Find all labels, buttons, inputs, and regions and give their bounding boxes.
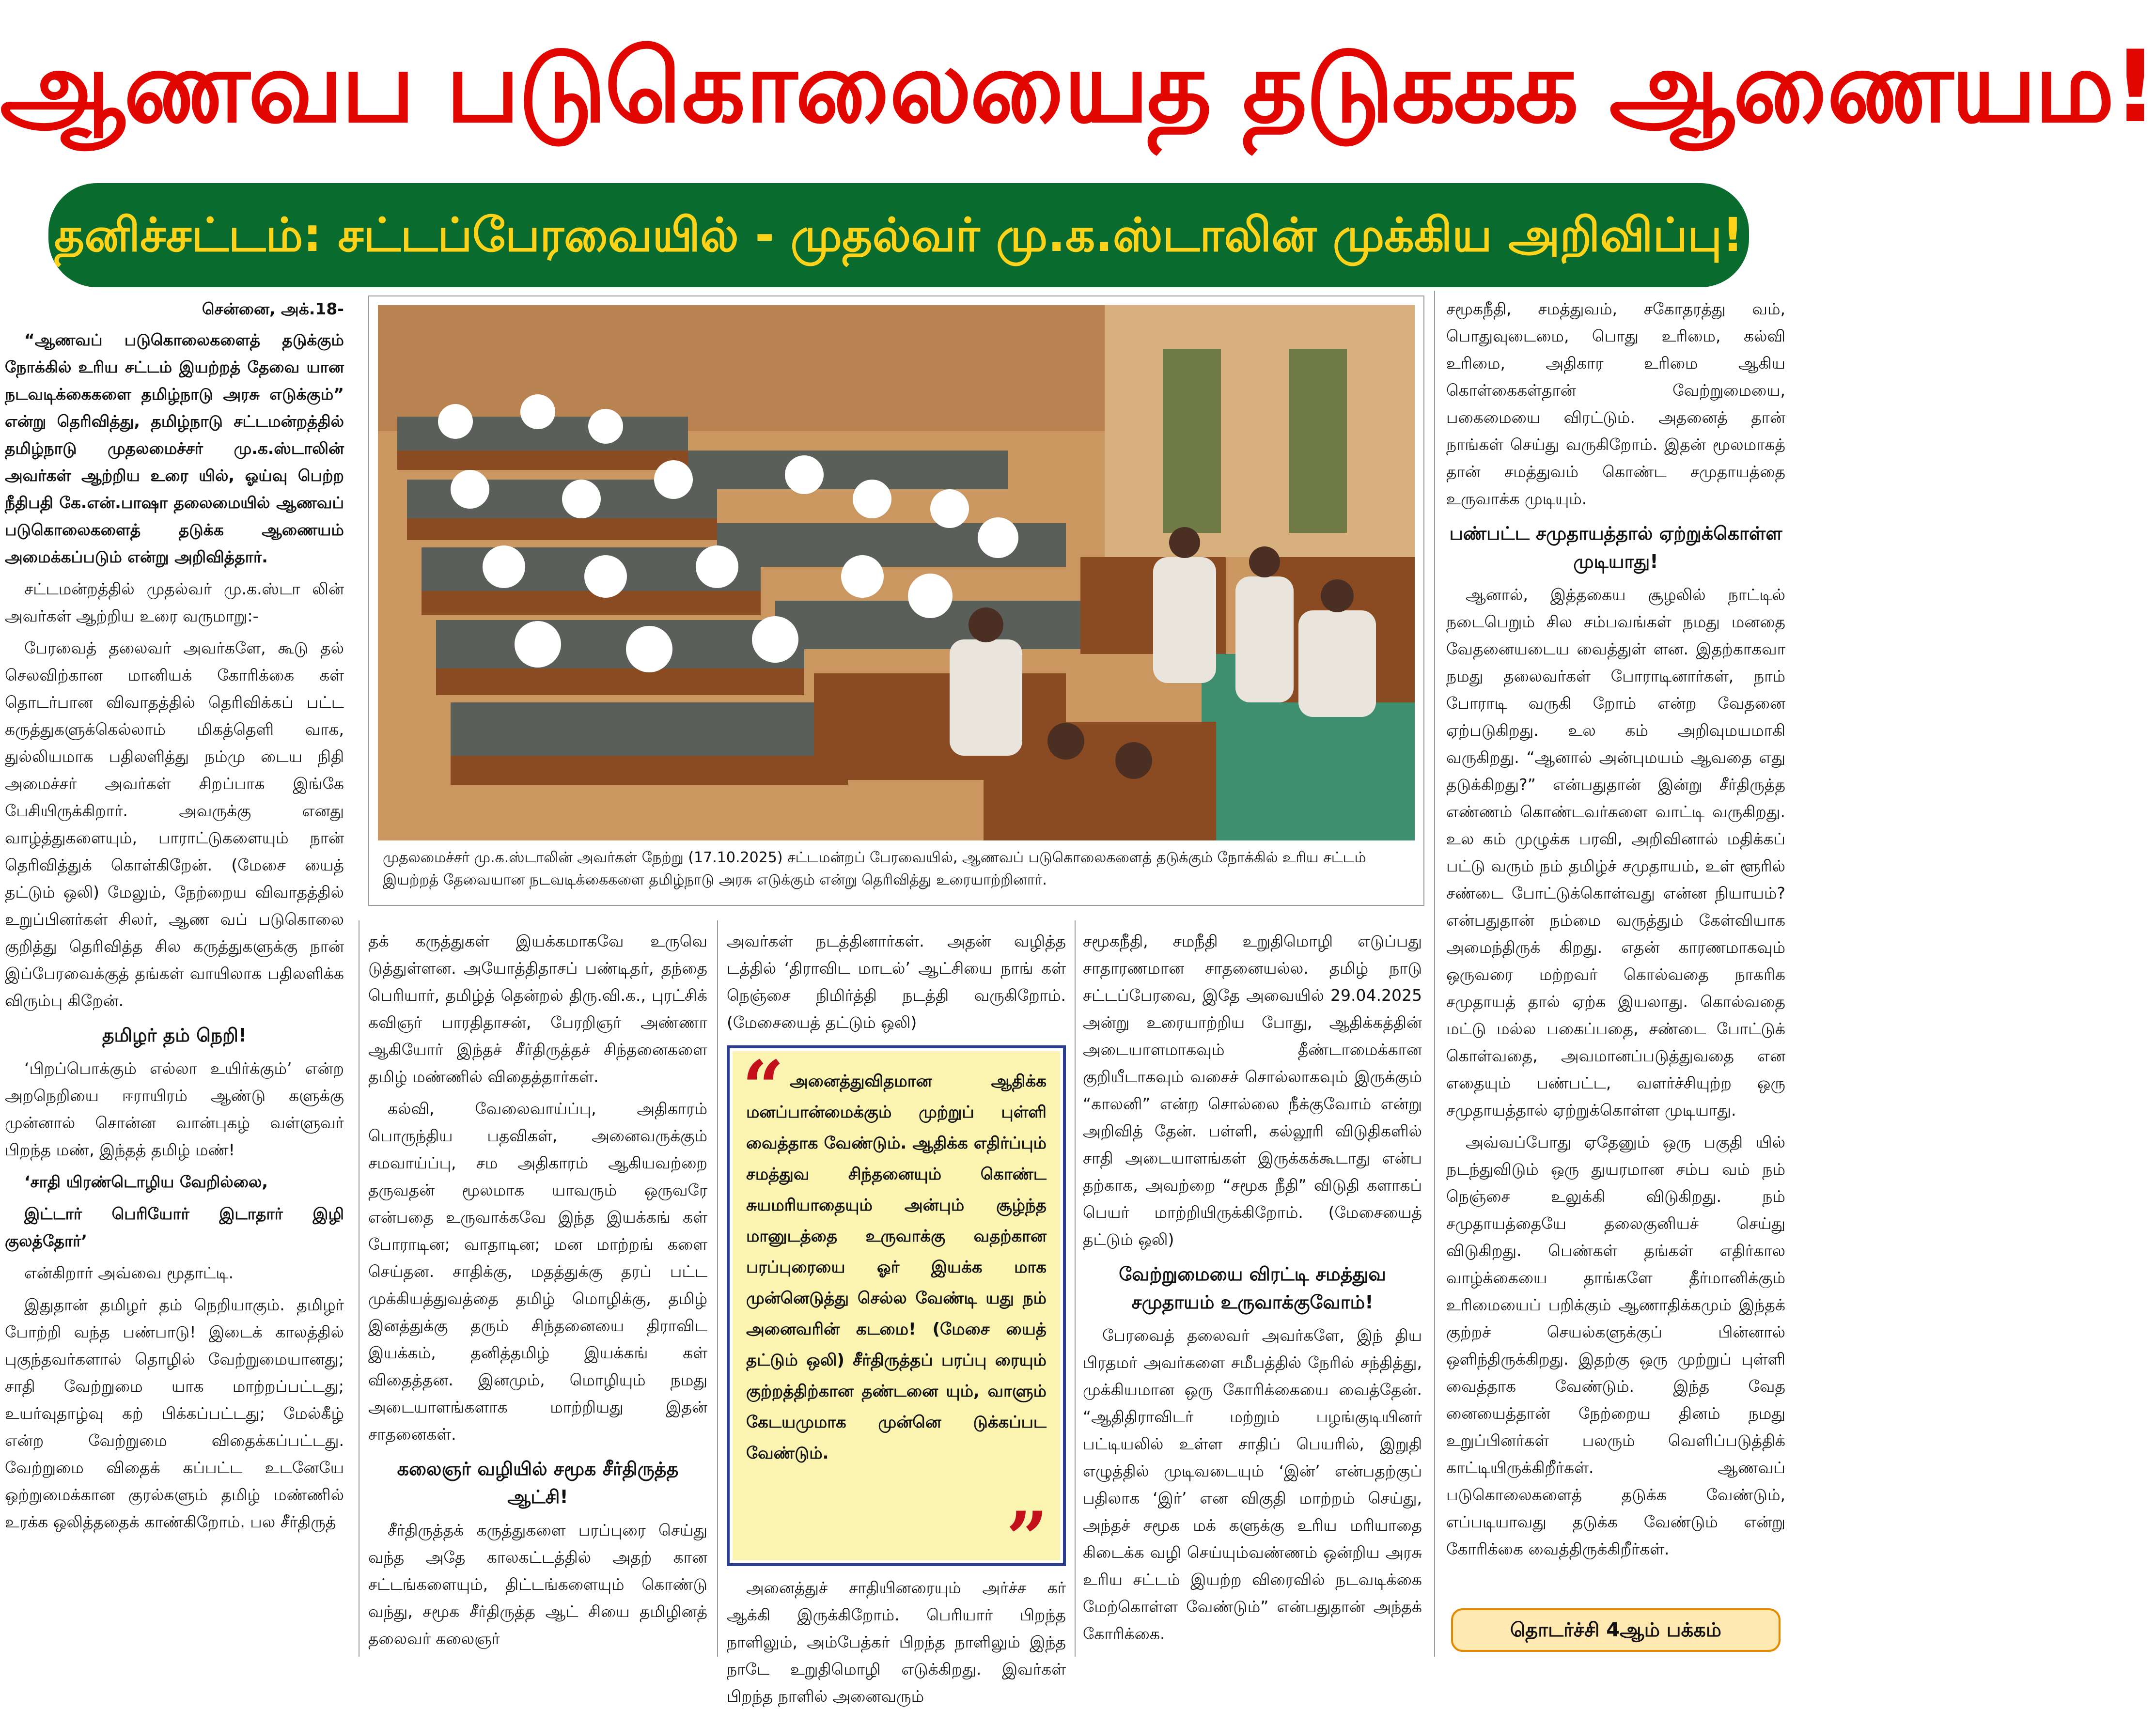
article-column-2 [368, 928, 707, 1662]
column-divider [1075, 920, 1076, 1657]
subheading: கலைஞர் வழியில் சமூக சீர்திருத்த ஆட்சி! [397, 1458, 679, 1508]
subheading: வேற்றுமையை விரட்டி சமத்துவ சமுதாயம் உருவாக்குவோம்! [1119, 1263, 1386, 1313]
dateline: சென்னை, அக்.18- [202, 299, 344, 318]
assembly-illustration [378, 305, 1415, 840]
column-divider [717, 920, 718, 1657]
paragraph: அவர்கள் நடத்தினார்கள். அதன் வழித்த டத்தில் ‘திராவிட மாடல்’ ஆட்சியை நாங் கள் நெஞ்சை நிமிர்த்தி நடத்தி வருகிறோம். (மேசையைத் தட்டும் ஒலி) [727, 932, 1066, 1032]
photo-caption: முதலமைச்சர் மு.க.ஸ்டாலின் அவர்கள் நேற்று (17.10.2025) சட்டமன்றப் பேரவையில், ஆணவப் படுகொலைகளைத் தடுக்கும் நோக்கில் உரிய சட்டம் இயற்றத் தேவையான நடவடிக்கைகளை தமிழ்நாடு அரசு எடுக்கும் என்று தெரிவித்து உரையாற்றினார். [383, 849, 1366, 888]
paragraph: அனைத்துச் சாதியினரையும் அர்ச்ச கர் ஆக்கி இருக்கிறோம். பெரியார் பிறந்த நாளிலும், அம்பேத்கர் பிறந்த நாளிலும் இந்த நாடே உறுதிமொழி எடுக்கிறது. இவர்கள் பிறந்த நாளில் அனைவரும் [727, 1578, 1066, 1706]
paragraph: சீர்திருத்தக் கருத்துகளை பரப்புரை செய்து வந்த அதே காலகட்டத்தில் அதற் கான சட்டங்களையும், திட்டங்களையும் கொண்டு வந்து, சமூக சீர்திருத்த ஆட் சியை தமிழினத் தலைவர் கலைஞர் [368, 1521, 707, 1648]
paragraph: சமூகநீதி, சமத்துவம், சகோதரத்து வம், பொதுவுடைமை, பொது உரிமை, கல்வி உரிமை, அதிகார உரிமை ஆகிய கொள்கைகள்தான் வேற்றுமையை, பகைமையை விரட்டும். அதனைத் தான் நாங்கள் செய்து வருகிறோம். இதன் மூலமாகத் தான் சமத்துவம் கொண்ட சமுதாயத்தை உருவாக்க முடியும். [1446, 299, 1785, 508]
paragraph: தக் கருத்துகள் இயக்கமாகவே உருவெ டுத்துள்ளன. அயோத்திதாசப் பண்டிதர், தந்தை பெரியார், தமிழ்த் தென்றல் திரு.வி.க., புரட்சிக் கவிஞர் பாரதிதாசன், பேரறிஞர் அண்ணா ஆகியோர் இந்தச் சீர்திருத்தச் சிந்தனைகளை தமிழ் மண்ணில் விதைத்தார்கள். [368, 932, 707, 1086]
paragraph: என்கிறார் அவ்வை மூதாட்டி. [24, 1263, 234, 1282]
paragraph: சட்டமன்றத்தில் முதல்வர் மு.க.ஸ்டா லின் அவர்கள் ஆற்றிய உரை வருமாறு:- [5, 579, 344, 625]
lead-paragraph: “ஆணவப் படுகொலைகளைத் தடுக்கும் நோக்கில் உரிய சட்டம் இயற்றத் தேவை யான நடவடிக்கைகளை தமிழ்நாடு அரசு எடுக்கும்” என்று தெரிவித்து, தமிழ்நாடு சட்டமன்றத்தில் தமிழ்நாடு முதலமைச்சர் மு.க.ஸ்டாலின் அவர்கள் ஆற்றிய உரை யில், ஓய்வு பெற்ற நீதிபதி கே.என்.பாஷா தலைமையில் ஆணவப் படுகொலைகளைத் தடுக்க ஆணையம் அமைக்கப்படும் என்று அறிவித்தார். [5, 330, 344, 566]
paragraph: இதுதான் தமிழர் தம் நெறியாகும். தமிழர் போற்றி வந்த பண்பாடு! இடைக் காலத்தில் புகுந்தவர்களால் தொழில் வேற்றுமையானது; சாதி வேற்றுமை யாக மாற்றப்பட்டது; உயர்வுதாழ்வு கற் பிக்கப்பட்டது; மேல்கீழ் என்ற வேற்றுமை விதைக்கப்பட்டது. வேற்றுமை விதைக் கப்பட்ட உடனேயே ஒற்றுமைக்கான குரல்களும் தமிழ் மண்ணில் உரக்க ஒலித்ததைக் காண்கிறோம். பல சீர்திருத் [5, 1295, 344, 1531]
article-column-5 [1446, 295, 1785, 1603]
open-quote-icon: “ [742, 1045, 784, 1130]
article-column-4 [1083, 928, 1422, 1662]
sub-headline-banner: தனிச்சட்டம்: சட்டப்பேரவையில் - முதல்வர் மு.க.ஸ்டாலின் முக்கிய அறிவிப்பு! [48, 183, 1749, 287]
subheading: தமிழர் தம் நெறி! [102, 1025, 247, 1046]
pull-quote [733, 1045, 1060, 1581]
paragraph: ஆனால், இத்தகைய சூழலில் நாட்டில் நடைபெறும் சில சம்பவங்கள் நமது மனதை வேதனையடைய வைத்துள் ளன. இதற்காகவா நமது தலைவர்கள் போராடினார்கள், நாம் போராடி வருகி றோம் என்ற வேதனை ஏற்படுகிறது. உல கம் அறிவுமயமாகி வருகிறது. “ஆனால் அன்புமயம் ஆவதை எது தடுக்கிறது?” என்பதுதான் இன்று சீர்திருத்த எண்ணம் கொண்டவர்களை வாட்டி வருகிறது. உல கம் முழுக்க பரவி, அறிவினால் மதிக்கப் பட்டு வரும் நம் தமிழ்ச் சமுதாயம், உள் ளூரில் சண்டை போட்டுக்கொள்வது என்ன நியாயம்? என்பதுதான் நம்மை வருத்தும் கேள்வியாக அமைந்திருக் கிறது. எதன் காரணமாகவும் ஒருவரை மற்றவர் கொல்வதை நாகரிக சமுதாயத் தால் ஏற்க இயலாது. கொல்வதை மட்டு மல்ல பகைப்பதை, சண்டை போட்டுக் கொள்வதை, அவமானப்படுத்துவதை என எதையும் பண்பட்ட, வளர்ச்சியுற்ற ஒரு சமுதாயத்தால் ஏற்றுக்கொள்ள முடியாது. [1446, 585, 1785, 1119]
article-column-1 [5, 295, 344, 1662]
paragraph: கல்வி, வேலைவாய்ப்பு, அதிகாரம் பொருந்திய பதவிகள், அனைவருக்கும் சமவாய்ப்பு, சம அதிகாரம் ஆகியவற்றை தருவதன் மூலமாக யாவரும் ஒருவரே என்பதை உருவாக்கவே இந்த இயக்கங் கள் போராடின; வாதாடின; மன மாற்றங் களை செய்தன. சாதிக்கு, மதத்துக்கு தரப் பட்ட முக்கியத்துவத்தை தமிழ் மொழிக்கு, தமிழ் இனத்துக்கு தரும் சிந்தனையை திராவிட இயக்கம், தனித்தமிழ் இயக்கங் கள் விதைத்தன. இனமும், மொழியும் நமது அடையாளங்களாக மாற்றியது இதன் சாதனைகள். [368, 1099, 707, 1444]
close-quote-icon: ” [1006, 1496, 1048, 1581]
column-divider [1434, 291, 1435, 1657]
pull-quote-box [727, 1045, 1066, 1581]
pull-quote-text: அனைத்துவிதமான ஆதிக்க மனப்பான்மைக்கும் முற்றுப் புள்ளி வைத்தாக வேண்டும். ஆதிக்க எதிர்ப்பும் சமத்துவ சிந்தனையும் கொண்ட சுயமரியாதையும் அன்பும் சூழ்ந்த மானுடத்தை உருவாக்கு வதற்கான பரப்புரையை ஓர் இயக்க மாக முன்னெடுத்து செல்ல வேண்டி யது நம் அனைவரின் கடமை! (மேசை யைத் தட்டும் ஒலி) சீர்திருத்தப் பரப்பு ரையும் குற்றத்திற்கான தண்டனை யும், வாளும் கேடயமுமாக முன்னெ டுக்கப்பட வேண்டும். [746, 1072, 1047, 1463]
paragraph: அவ்வப்போது ஏதேனும் ஒரு பகுதி யில் நடந்துவிடும் ஒரு துயரமான சம்ப வம் நம் நெஞ்சை உலுக்கி விடுகிறது. நம் சமுதாயத்தையே தலைகுனியச் செய்து விடுகிறது. பெண்கள் தங்கள் எதிர்கால வாழ்க்கையை தாங்களே தீர்மானிக்கும் உரிமையைப் பறிக்கும் ஆணாதிக்கமும் இந்தக் குற்றச் செயல்களுக்குப் பின்னால் ஒளிந்திருக்கிறது. இதற்கு ஒரு முற்றுப் புள்ளி வைத்தாக வேண்டும். இந்த வேத னையைத்தான் நேற்றைய தினம் நமது உறுப்பினர்கள் பலரும் வெளிப்படுத்திக் காட்டியிருக்கிறீர்கள். ஆணவப் படுகொலைகளைத் தடுக்க வேண்டும், எப்படியாவது தடுக்க வேண்டும் என்று கோரிக்கை வைத்திருக்கிறீர்கள். [1446, 1133, 1785, 1558]
verse-line: ‘சாதி யிரண்டொழிய வேறில்லை, [24, 1172, 268, 1191]
paragraph: ‘பிறப்பொக்கும் எல்லா உயிர்க்கும்’ என்ற அறநெறியை ஈராயிரம் ஆண்டு களுக்கு முன்னால் சொன்ன வான்புகழ் வள்ளுவர் பிறந்த மண், இந்தத் தமிழ் மண்! [5, 1059, 344, 1159]
paragraph: பேரவைத் தலைவர் அவர்களே, கூடு தல் செலவிற்கான மானியக் கோரிக்கை கள் தொடர்பான விவாதத்தில் தெரிவிக்கப் பட்ட கருத்துகளுக்கெல்லாம் மிகத்தெளி வாக, துல்லியமாக பதிலளித்து நம்மு டைய நிதி அமைச்சர் அவர்கள் சிறப்பாக இங்கே பேசியிருக்கிறார். அவருக்கு எனது வாழ்த்துகளையும், பாராட்டுகளையும் நான் தெரிவித்துக் கொள்கிறேன். (மேசை யைத் தட்டும் ஒலி) மேலும், நேற்றைய விவாதத்தில் உறுப்பினர்கள் சிலர், ஆண வப் படுகொலை குறித்து தெரிவித்த சில கருத்துகளுக்கு நான் இப்பேரவைக்குத் தங்கள் வாயிலாக பதிலளிக்க விரும்பு கிறேன். [5, 638, 344, 1010]
paragraph: பேரவைத் தலைவர் அவர்களே, இந் திய பிரதமர் அவர்களை சமீபத்தில் நேரில் சந்தித்து, முக்கியமான ஒரு கோரிக்கையை வைத்தேன். “ஆதிதிராவிடர் மற்றும் பழங்குடியினர் பட்டியலில் உள்ள சாதிப் பெயரில், இறுதி எழுத்தில் முடிவடையும் ‘இன்’ என்பதற்குப் பதிலாக ‘இர்’ என விகுதி மாற்றம் செய்து, அந்தச் சமூக மக் களுக்கு உரிய மரியாதை கிடைக்க வழி செய்யும்வண்ணம் ஒன்றிய அரசு உரிய சட்டம் இயற்ற விரைவில் நடவடிக்கை மேற்கொள்ள வேண்டும்” என்பதுதான் அந்தக் கோரிக்கை. [1083, 1326, 1422, 1643]
subheading: பண்பட்ட சமுதாயத்தால் ஏற்றுக்கொள்ள முடியாது! [1449, 523, 1782, 572]
paragraph: சமூகநீதி, சமநீதி உறுதிமொழி எடுப்பது சாதாரணமான சாதனையல்ல. தமிழ் நாடு சட்டப்பேரவை, இதே அவையில் 29.04.2025 அன்று உரையாற்றிய போது, ஆதிக்கத்தின் அடையாளமாகவும் தீண்டாமைக்கான குறியீடாகவும் வசைச் சொல்லாகவும் இருக்கும் “காலனி” என்ற சொல்லை நீக்குவோம் என்று அறிவித் தேன். பள்ளி, கல்லூரி விடுதிகளில் சாதி அடையாளங்கள் இருக்கக்கூடாது என்ப தற்காக, அவற்றை “சமூக நீதி” விடுதி களாகப் பெயர் மாற்றியிருக்கிறோம். (மேசையைத் தட்டும் ஒலி) [1083, 932, 1422, 1249]
continued-on-page-label: தொடர்ச்சி 4ஆம் பக்கம் [1451, 1608, 1781, 1652]
verse-line: இட்டார் பெரியோர் இடாதார் இழி குலத்தோர்’ [5, 1204, 344, 1250]
article-column-3-continued [727, 1574, 1066, 1706]
headline: ஆணவப படுகொலையைத தடுககக ஆணையம! [0, 30, 2156, 145]
assembly-photo [378, 305, 1415, 840]
